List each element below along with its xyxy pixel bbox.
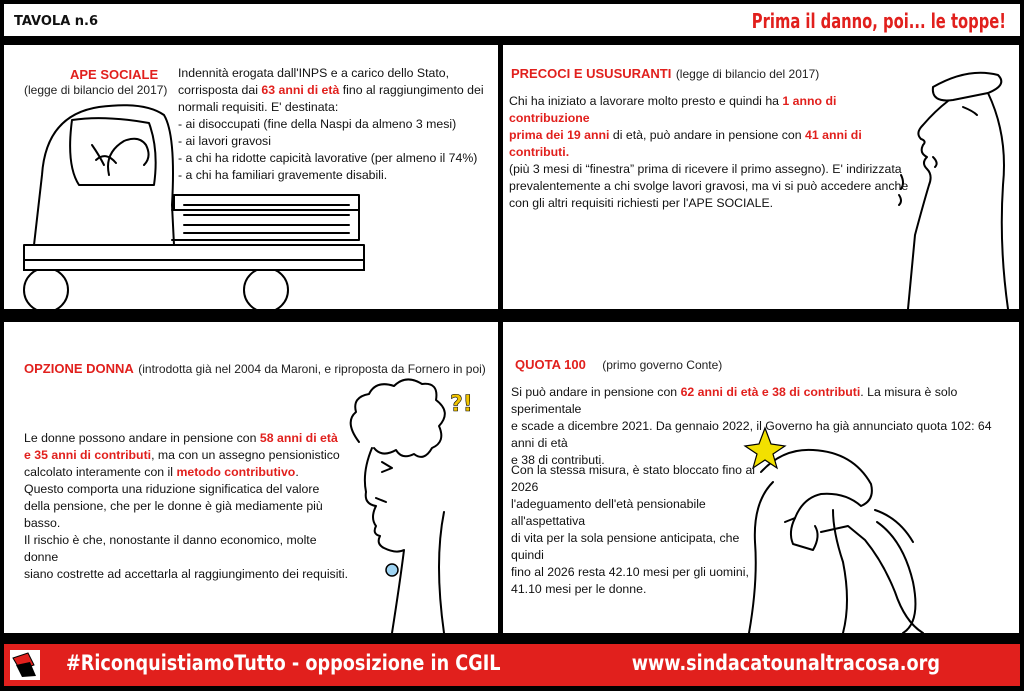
quota-text-top [511,384,1011,469]
panel-precoci [503,45,1019,309]
ape-highlight-age: 63 anni di età [261,83,340,97]
ape-line: normali requisiti. E' destinata: [178,100,339,114]
precoci-line [509,93,919,127]
list-item: - ai disoccupati (fine della Naspi da almeno 3 mesi) [178,117,457,131]
quota-title-row [515,356,722,374]
quota-line-part: Si può andare in pensione con [511,385,681,399]
donna-highlight: e 35 anni di contributi [24,448,152,462]
quota-line: Con la stessa misura, è stato bloccato fino al 2026 [511,463,756,494]
quota-highlight: 62 anni di età e 38 di contributi [680,385,861,399]
list-item: - a chi ha ridotte capicità lavorative (per almeno il 74%) [178,151,478,165]
hashtag-text: #RiconquistiamoTutto - opposizione in CGIL [66,651,501,675]
panel-opzione-donna [4,322,498,633]
donna-subheading: (introdotta già nel 2004 da Maroni, e riproposta da Fornero in poi) [138,362,486,376]
header-bar [4,4,1020,36]
donna-line [24,464,354,481]
question-exclamation-mark: ?! [450,392,473,417]
list-item: - ai lavori gravosi [178,134,271,148]
quota-heading: QUOTA 100 [515,357,586,372]
precoci-line: con gli altri requisiti richiesti per l'APE SOCIALE. [509,196,774,210]
ape-line-part: fino al raggiungimento dei [339,83,484,97]
ape-line [178,82,484,99]
precoci-subheading: (legge di bilancio del 2017) [675,67,820,81]
website-link[interactable]: www.sindacatounaltracosa.org [631,651,940,675]
precoci-line: (più 3 mesi di “finestra” prima di ricevere il primo assegno). E' indirizzata [509,162,902,176]
quota-line: di vita per la sola pensione anticipata, che quindi [511,531,740,562]
precoci-line [509,127,919,161]
quota-subheading: (primo governo Conte) [602,358,723,372]
flower-icon [386,564,398,576]
table-label: TAVOLA n.6 [14,14,99,29]
quota-line [511,384,1011,418]
quota-line-part: . La misura è solo sperimentale [511,385,958,416]
donna-line [24,447,354,464]
precoci-text [509,93,919,212]
panel-quota-100 [503,322,1019,633]
quota-line: e 38 di contributi. [511,453,605,467]
donna-line: Questo comporta una riduzione significatica del valore [24,482,320,496]
quota-text-bottom [511,462,771,598]
donna-line [24,430,354,447]
quota-line: l'adeguamento dell'età pensionabile all'aspettativa [511,497,706,528]
footer-bar [4,644,1020,686]
donna-line-part: , ma con un assegno pensionistico [151,448,340,462]
donna-line-part: calcolato interamente con il [24,465,177,479]
precoci-highlight: prima dei 19 anni [509,128,610,142]
precoci-line-part: Chi ha iniziato a lavorare molto presto e quindi ha [509,94,783,108]
donna-title-row [24,360,486,378]
list-item: - a chi ha familiari gravemente disabili. [178,168,388,182]
donna-line-part: . [295,465,299,479]
quota-line: 41.10 mesi per le donne. [511,582,647,596]
donna-line: Il rischio è che, nonostante il danno economico, molte donne [24,533,317,564]
precoci-line-part: di età, può andare in pensione con [609,128,806,142]
ape-bullet-list [178,116,484,184]
donna-highlight: 58 anni di età [259,431,338,445]
precoci-highlight: 41 anni di contributi. [509,128,862,159]
donna-text [24,430,354,583]
panel-ape-sociale [4,45,498,309]
donna-line: siano costrette ad accettarla al raggiungimento dei requisiti. [24,567,349,581]
donna-line: della pensione, che per le donne è già mediamente più basso. [24,499,323,530]
precoci-heading: PRECOCI E USUSURANTI [511,66,672,81]
donna-highlight: metodo contributivo [176,465,296,479]
ape-line: Indennità erogata dall'INPS e a carico dello Stato, [178,66,449,80]
precoci-title-row [511,65,819,83]
donna-heading: OPZIONE DONNA [24,361,134,376]
precoci-line: prevalentemente a chi svolge lavori gravosi, ma vi si può accedere anche [509,179,909,193]
ape-sociale-subheading: (legge di bilancio del 2017) [24,83,168,97]
headline: Prima il danno, poi... le toppe! [751,9,1006,33]
precoci-highlight: 1 anno di contribuzione [509,94,837,125]
quota-line: fino al 2026 resta 42.10 mesi per gli uomini, [511,565,749,579]
quota-line: e scade a dicembre 2021. Da gennaio 2022, il Governo ha già annunciato quota 102: 64 anni di età [511,419,992,450]
cgil-logo-icon [10,650,40,680]
ape-sociale-heading: APE SOCIALE [70,67,159,82]
donna-line-part: Le donne possono andare in pensione con [24,431,260,445]
ape-line-part: corrisposta dai [178,83,262,97]
ape-sociale-text [178,65,484,184]
